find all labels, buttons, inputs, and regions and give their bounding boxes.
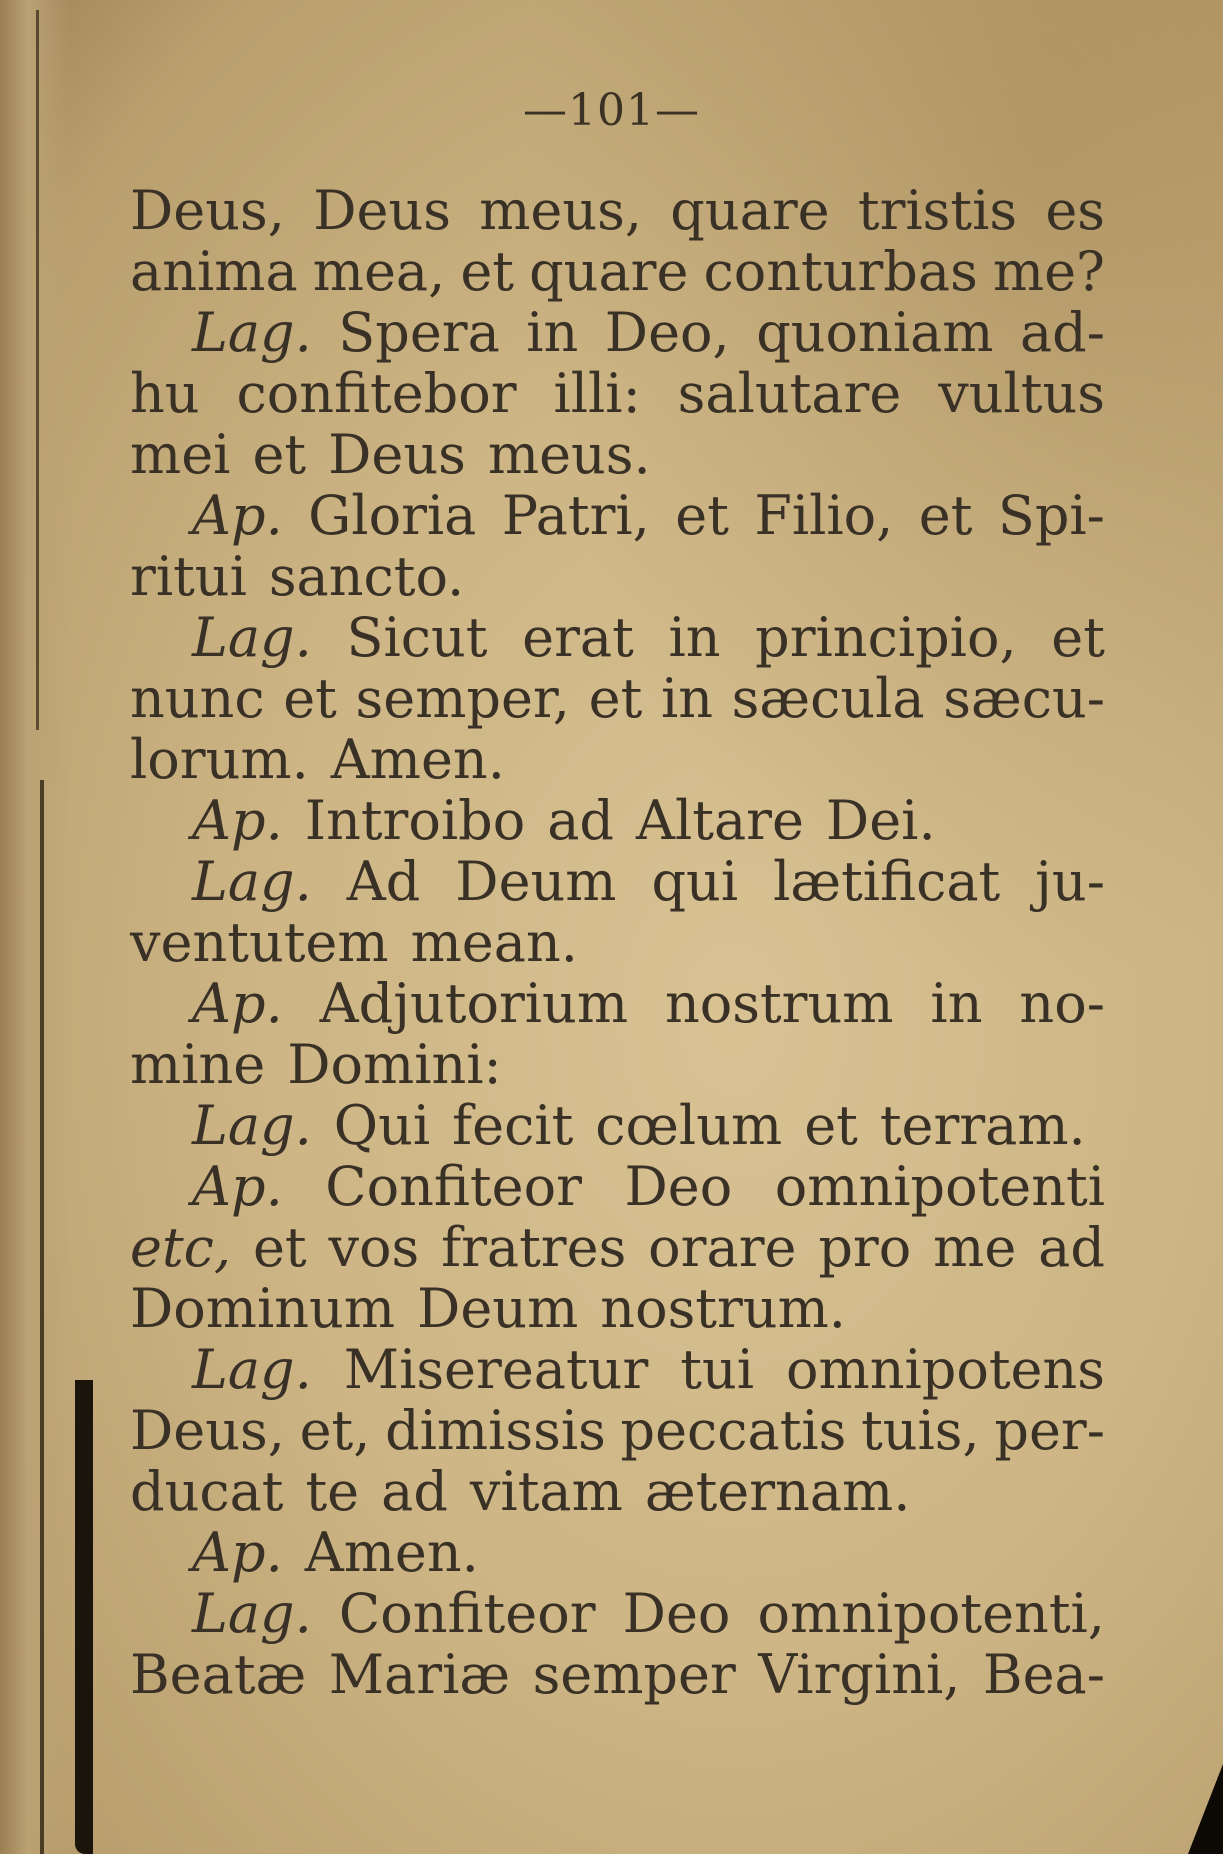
word: terram. — [879, 1094, 1086, 1157]
word: meus, — [479, 179, 643, 242]
word: fecit — [452, 1094, 574, 1157]
word: Introibo — [304, 789, 526, 852]
text-line — [130, 485, 1105, 546]
word: ad — [547, 789, 614, 852]
word: salutare — [677, 362, 902, 425]
word: Deo, — [604, 301, 730, 364]
word: semper, — [355, 667, 570, 730]
word: in — [660, 667, 713, 730]
word: Confiteor — [325, 1155, 582, 1218]
word: Mariæ — [328, 1643, 511, 1706]
word: et — [283, 667, 337, 730]
word: ju- — [1035, 850, 1105, 913]
speaker-label: Lag. — [192, 850, 312, 913]
text-line — [130, 1278, 1105, 1339]
text-line — [130, 1095, 1105, 1156]
word: et — [460, 240, 515, 303]
word: Spi- — [997, 484, 1105, 547]
speaker-label: Ap. — [192, 972, 283, 1035]
speaker-label: Ap. — [192, 789, 283, 852]
word: sancto. — [268, 545, 465, 608]
word: pro — [818, 1216, 912, 1279]
word: Amen. — [330, 728, 505, 791]
text-line — [130, 729, 1105, 790]
word: ad — [381, 1460, 448, 1523]
body-text — [130, 180, 1105, 1705]
text-line — [130, 241, 1105, 302]
speaker-label: Ap. — [192, 1155, 283, 1218]
text-line — [130, 1400, 1105, 1461]
word: lorum. — [130, 728, 309, 791]
word: in — [930, 972, 983, 1035]
word: mean. — [410, 911, 578, 974]
word: Spera — [338, 301, 500, 364]
word: illi: — [553, 362, 641, 425]
word: Domini: — [287, 1033, 502, 1096]
word: erat — [522, 606, 634, 669]
word: nunc — [130, 667, 265, 730]
text-line — [130, 1339, 1105, 1400]
word: in — [526, 301, 579, 364]
word: me? — [992, 240, 1105, 303]
word: Sicut — [346, 606, 488, 669]
word: meus. — [487, 423, 651, 486]
word: es — [1045, 179, 1105, 242]
word: Amen. — [304, 1521, 479, 1584]
text-line — [130, 790, 1105, 851]
speaker-label: Lag. — [192, 1094, 312, 1157]
word: ducat — [130, 1460, 284, 1523]
speaker-label: Lag. — [192, 301, 312, 364]
torn-corner — [1188, 1764, 1223, 1854]
text-line — [130, 607, 1105, 668]
word: vitam — [469, 1460, 623, 1523]
word: lætificat — [773, 850, 1001, 913]
text-line — [130, 1644, 1105, 1705]
word: et — [675, 484, 729, 547]
text-line — [130, 424, 1105, 485]
word: per- — [994, 1399, 1105, 1462]
word: orare — [648, 1216, 797, 1279]
word: Adjutorium — [319, 972, 629, 1035]
word: Deus — [313, 179, 451, 242]
word: Beatæ — [130, 1643, 307, 1706]
word: Deum — [417, 1277, 579, 1340]
word: conturbas — [703, 240, 978, 303]
text-line — [130, 1217, 1105, 1278]
word: Patri, — [501, 484, 650, 547]
word: et — [918, 484, 973, 547]
text-line — [130, 180, 1105, 241]
word: ad- — [1019, 301, 1105, 364]
binding-shadow — [0, 0, 70, 1854]
word: et — [252, 423, 307, 486]
word: vos — [328, 1216, 420, 1279]
word: tuis, — [861, 1399, 980, 1462]
page-number: —101— — [523, 85, 700, 136]
word: Deo — [622, 1582, 731, 1645]
word: confitebor — [236, 362, 517, 425]
speaker-label: etc, — [130, 1216, 232, 1279]
word: Dei. — [825, 789, 936, 852]
word: nostrum. — [600, 1277, 846, 1340]
word: Gloria — [308, 484, 477, 547]
binding-edge — [75, 1380, 93, 1854]
binding-crease-lower — [40, 780, 44, 1854]
word: Deus — [328, 423, 466, 486]
word: tui — [680, 1338, 755, 1401]
word: et — [252, 1216, 307, 1279]
word: anima — [130, 240, 298, 303]
word: mea, — [312, 240, 446, 303]
word: no- — [1019, 972, 1105, 1035]
text-line — [130, 1156, 1105, 1217]
word: Ad — [346, 850, 421, 913]
word: et — [804, 1094, 858, 1157]
text-line — [130, 1522, 1105, 1583]
word: fratres — [441, 1216, 627, 1279]
word: ventutem — [130, 911, 389, 974]
word: mei — [130, 423, 231, 486]
word: sæcula — [731, 667, 925, 730]
word: tristis — [857, 179, 1018, 242]
text-line — [130, 1583, 1105, 1644]
word: Confiteor — [338, 1582, 596, 1645]
word: ritui — [130, 545, 247, 608]
text-line — [130, 1034, 1105, 1095]
word: quare — [529, 240, 689, 303]
word: Deo — [624, 1155, 733, 1218]
word: et — [588, 667, 643, 730]
word: me — [933, 1216, 1017, 1279]
speaker-label: Lag. — [192, 1338, 312, 1401]
word: et, — [299, 1399, 371, 1462]
word: Deus, — [130, 1399, 285, 1462]
word: principio, — [755, 606, 1017, 669]
word: Misereatur — [343, 1338, 649, 1401]
word: Bea- — [982, 1643, 1105, 1706]
speaker-label: Ap. — [192, 484, 283, 547]
word: mine — [130, 1033, 266, 1096]
word: Filio, — [754, 484, 894, 547]
word: Virgini, — [758, 1643, 961, 1706]
text-line — [130, 668, 1105, 729]
word: Altare — [635, 789, 804, 852]
text-line — [130, 363, 1105, 424]
word: cœlum — [595, 1094, 783, 1157]
speaker-label: Lag. — [192, 606, 312, 669]
word: Qui — [333, 1094, 431, 1157]
word: quare — [670, 179, 830, 242]
word: semper — [532, 1643, 736, 1706]
word: omnipotenti — [774, 1155, 1105, 1218]
word: omnipotens — [786, 1338, 1105, 1401]
word: te — [305, 1460, 360, 1523]
word: Deum — [455, 850, 617, 913]
text-line — [130, 1461, 1105, 1522]
text-line — [130, 302, 1105, 363]
word: peccatis — [620, 1399, 847, 1462]
word: Dominum — [130, 1277, 396, 1340]
word: hu — [130, 362, 200, 425]
word: et — [1051, 606, 1105, 669]
word: dimissis — [385, 1399, 606, 1462]
word: sæcu- — [943, 667, 1105, 730]
word: æternam. — [644, 1460, 911, 1523]
word: in — [668, 606, 721, 669]
speaker-label: Ap. — [192, 1521, 283, 1584]
word: Deus, — [130, 179, 285, 242]
word: quoniam — [756, 301, 994, 364]
word: nostrum — [664, 972, 894, 1035]
text-line — [130, 851, 1105, 912]
word: vultus — [938, 362, 1105, 425]
word: ad — [1038, 1216, 1105, 1279]
text-line — [130, 912, 1105, 973]
word: omnipotenti, — [757, 1582, 1105, 1645]
text-line — [130, 973, 1105, 1034]
word: qui — [651, 850, 739, 913]
text-line — [130, 546, 1105, 607]
speaker-label: Lag. — [192, 1582, 312, 1645]
